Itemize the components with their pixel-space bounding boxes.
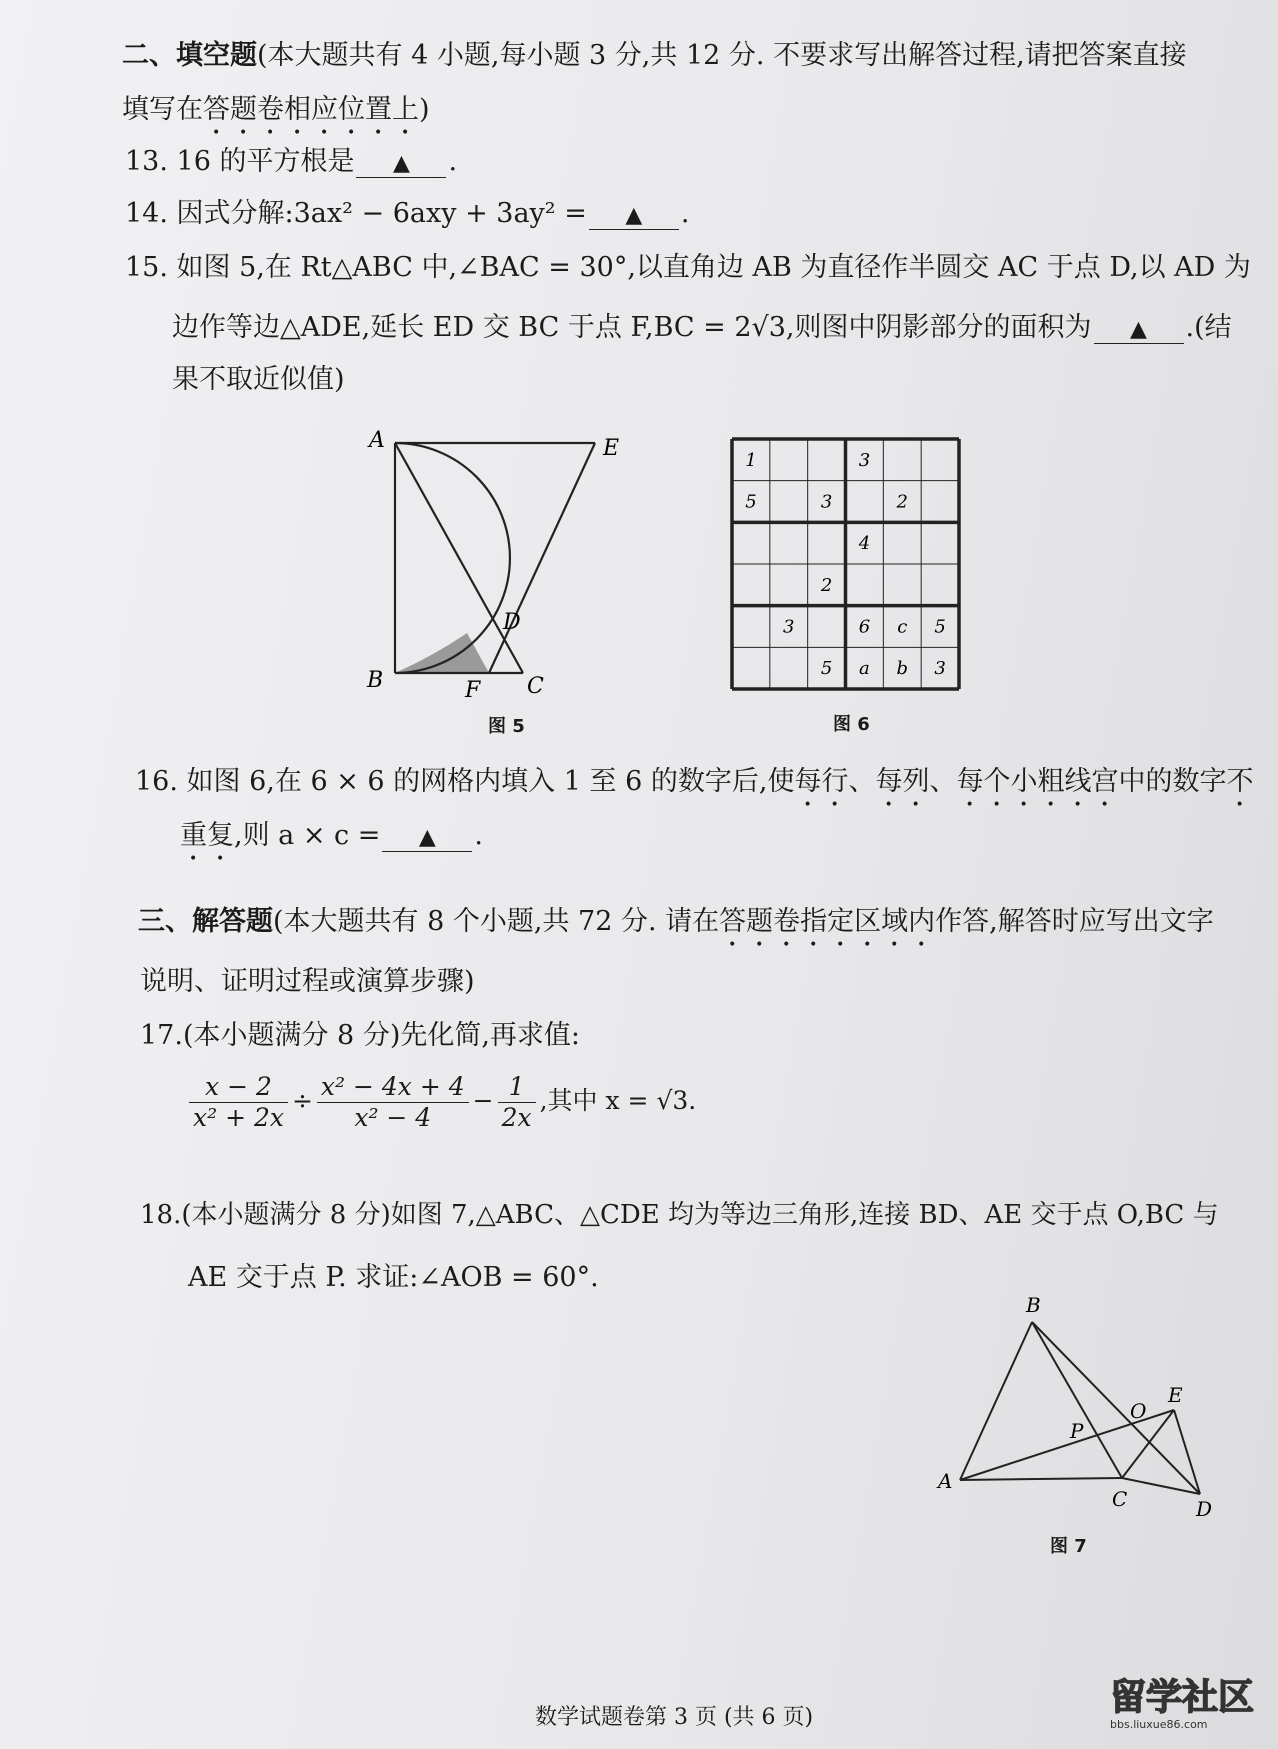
q18-line2: AE 交于点 P. 求证:∠AOB = 60°. [188,1262,599,1293]
q15-line2-end: .(结 [1185,312,1232,343]
q16-line1 [135,766,1253,813]
fig7-segment-AC [960,1478,1122,1480]
figure-6-grid [728,435,963,693]
q17-tail: ,其中 x = √3. [539,1086,697,1115]
q14-text: 14. 因式分解:3ax² − 6axy + 3ay² = [125,198,587,229]
grid-cell-value: 4 [858,533,871,555]
grid-cell-value: 5 [745,491,757,513]
fig5-shaded-region [395,633,489,673]
q16-line2 [180,820,483,867]
fig5-label-B: B [367,668,384,693]
q15-answer-blank[interactable]: ▲ [1094,317,1184,344]
fig5-caption: 图 5 [488,716,525,737]
q16-line1-pre: 16. 如图 6,在 6 × 6 的网格内填入 1 至 6 的数字后,使 [135,766,795,797]
q15-line2 [172,312,1232,344]
q13-text: 13. 16 的平方根是 [125,146,355,177]
q17-minus: − [472,1086,494,1115]
q16-line2-dotted: 重复 [180,820,234,851]
grid-cell-value: 5 [934,616,946,638]
grid-cell-value: 5 [820,658,833,680]
grid-cell-value: 2 [820,574,833,596]
q16-line2-text: ,则 a × c = [234,820,381,851]
fig6-grid-lines [728,435,963,693]
q17-div: ÷ [291,1086,313,1115]
fig7-label-C: C [1112,1487,1128,1511]
section3-intro-line2: 说明、证明过程或演算步骤) [140,966,475,997]
section3-intro-dotted: 答题卷指定区域内 [719,906,936,937]
q15-line3: 果不取近似值) [172,364,345,395]
fig7-label-O: O [1130,1399,1147,1423]
section2-heading-line [122,40,1187,72]
q16-line1-post: 中的数字 [1118,766,1227,797]
fig7-label-D: D [1196,1497,1213,1521]
q13-end: . [448,146,458,177]
q15-line1: 15. 如图 5,在 Rt△ABC 中,∠BAC = 30°,以直角边 AB 为直径作半圆交 AC 于点 D,以 AD 为 [125,252,1251,283]
q14-end: . [680,198,690,229]
figure-5 [355,425,645,715]
fig5-semicircle [395,443,510,673]
grid-cell-value: 2 [896,491,908,513]
grid-cell-value: c [897,616,908,638]
grid-cell-value: 6 [858,616,871,638]
q14-answer-blank[interactable]: ▲ [589,203,679,230]
q17-expression [185,1072,696,1133]
q17-text: 17.(本小题满分 8 分)先化简,再求值: [140,1020,581,1051]
figure-7 [930,1290,1220,1530]
grid-cell-value: 3 [783,616,795,638]
fig7-label-A: A [938,1469,953,1493]
fig7-segment-CD [1122,1478,1200,1494]
page-footer: 数学试题卷第 3 页 (共 6 页) [535,1705,814,1730]
fig7-label-B: B [1026,1293,1041,1317]
watermark-main: 留学社区 [1110,1677,1255,1718]
q17-fraction-3 [498,1072,536,1133]
q15-line2-text: 边作等边△ADE,延长 ED 交 BC 于点 F,BC = 2√3,则图中阴影部分的面积为 [172,312,1092,343]
section3-intro-post: 作答,解答时应写出文字 [935,906,1214,937]
grid-cell-value: a [859,658,870,680]
fig5-label-C: C [527,674,544,699]
grid-cell-value: 1 [745,449,757,471]
q17-f1-num: x − 2 [189,1072,288,1103]
q16-line1-dotted2: 不 [1226,766,1254,797]
section2-intro-line2 [122,94,430,141]
fig5-segment-EF [489,443,595,673]
site-watermark [1110,1677,1270,1740]
q17-f2-den: x² − 4 [354,1103,432,1132]
watermark-sub: bbs.liuxue86.com [1110,1718,1208,1731]
section2-heading: 二、填空题 [122,40,257,71]
q17-fraction-2 [317,1072,469,1133]
grid-cell-value: 3 [820,491,833,513]
q17-f1-den: x² + 2x [193,1103,284,1132]
question-13 [125,146,457,178]
q17-fraction-1 [189,1072,288,1133]
q16-answer-blank[interactable]: ▲ [382,825,472,852]
grid-cell-value: b [896,658,909,680]
grid-cell-value: 3 [934,658,946,680]
section2-intro-post: ) [419,94,430,125]
section2-intro-dotted: 答题卷相应位置上 [203,94,419,125]
q13-answer-blank[interactable]: ▲ [356,151,446,178]
fig7-label-E: E [1168,1383,1183,1407]
question-14 [125,198,689,230]
q17-f2-num: x² − 4x + 4 [317,1072,469,1103]
fig5-label-E: E [603,436,620,461]
q17-f3-den: 2x [501,1103,532,1132]
section2-intro-pre: 填写在 [122,94,203,125]
fig5-label-F: F [465,678,481,703]
fig7-label-P: P [1070,1419,1084,1443]
section3-heading: 三、解答题 [138,906,273,937]
q16-end: . [474,820,483,851]
fig5-label-D: D [503,610,521,635]
section2-intro-line1: (本大题共有 4 小题,每小题 3 分,共 12 分. 不要求写出解答过程,请把答案直接 [257,40,1187,71]
section3-heading-line [138,906,1214,953]
fig5-label-A: A [369,428,385,453]
grid-cell-value: 3 [858,449,871,471]
q16-line1-dotted: 每行、每列、每个小粗线宫 [794,766,1119,797]
fig7-caption: 图 7 [1050,1536,1087,1557]
q17-f3-num: 1 [498,1072,536,1103]
fig6-caption: 图 6 [833,714,870,735]
q18-line1: 18.(本小题满分 8 分)如图 7,△ABC、△CDE 均为等边三角形,连接 BD、AE 交于点 O,BC 与 [140,1200,1219,1230]
section3-intro-line1: (本大题共有 8 个小题,共 72 分. 请在 [273,906,720,937]
fig7-segment-AB [960,1322,1032,1480]
